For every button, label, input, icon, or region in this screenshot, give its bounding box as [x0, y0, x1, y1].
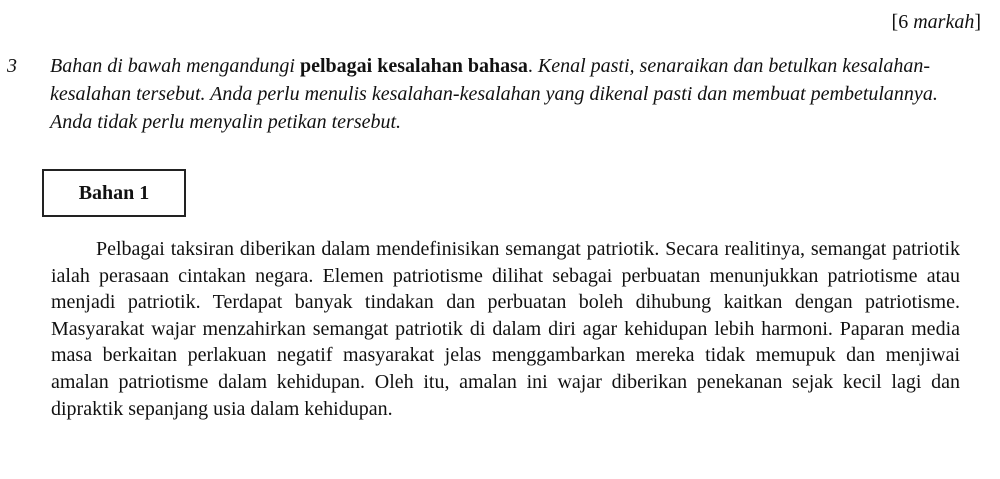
passage-text: Pelbagai taksiran diberikan dalam mendefinisikan semangat patriotik. Secara realitinya, semangat patriotik ialah perasaan cintakan negara. Elemen patriotisme dilihat sebagai perbuatan menunjukkan patriotisme atau menjadi patriotik. Terdapat banyak tindakan dan perbuatan boleh dihubung kaitkan dengan patriotisme. Masyarakat wajar menzahirkan semangat patriotik di dalam diri agar kehidupan lebih harmoni. Paparan media masa berkaitan perlakuan negatif masyarakat jelas menggambarkan mereka tidak memupuk dan menjiwai amalan patriotisme dalam kehidupan. Oleh itu, amalan ini wajar diberikan penekanan sejak kecil lagi dan dipraktik sepanjang usia dalam kehidupan. [51, 238, 960, 420]
question-number: 3 [7, 55, 17, 77]
bahan-label-box [42, 169, 186, 217]
marks-allocation [892, 10, 981, 34]
bahan-label: Bahan 1 [78, 181, 150, 204]
instruction-part-2: Kenal pasti, senaraikan dan betulkan kesalahan-kesalahan tersebut. Anda perlu menulis kesalahan-kesalahan yang dikenal pasti dan membuat pembetulannya. Anda tidak perlu menyalin petikan tersebut. [50, 55, 938, 133]
instruction-part-1: Bahan di bawah mengandungi [50, 55, 300, 77]
marks-word: markah [913, 11, 975, 33]
marks-close: ] [974, 11, 981, 33]
marks-open: [6 [891, 11, 914, 33]
instruction-emphasis: pelbagai kesalahan bahasa [300, 55, 528, 77]
question-instructions [50, 52, 978, 136]
instruction-period: . [527, 55, 533, 77]
